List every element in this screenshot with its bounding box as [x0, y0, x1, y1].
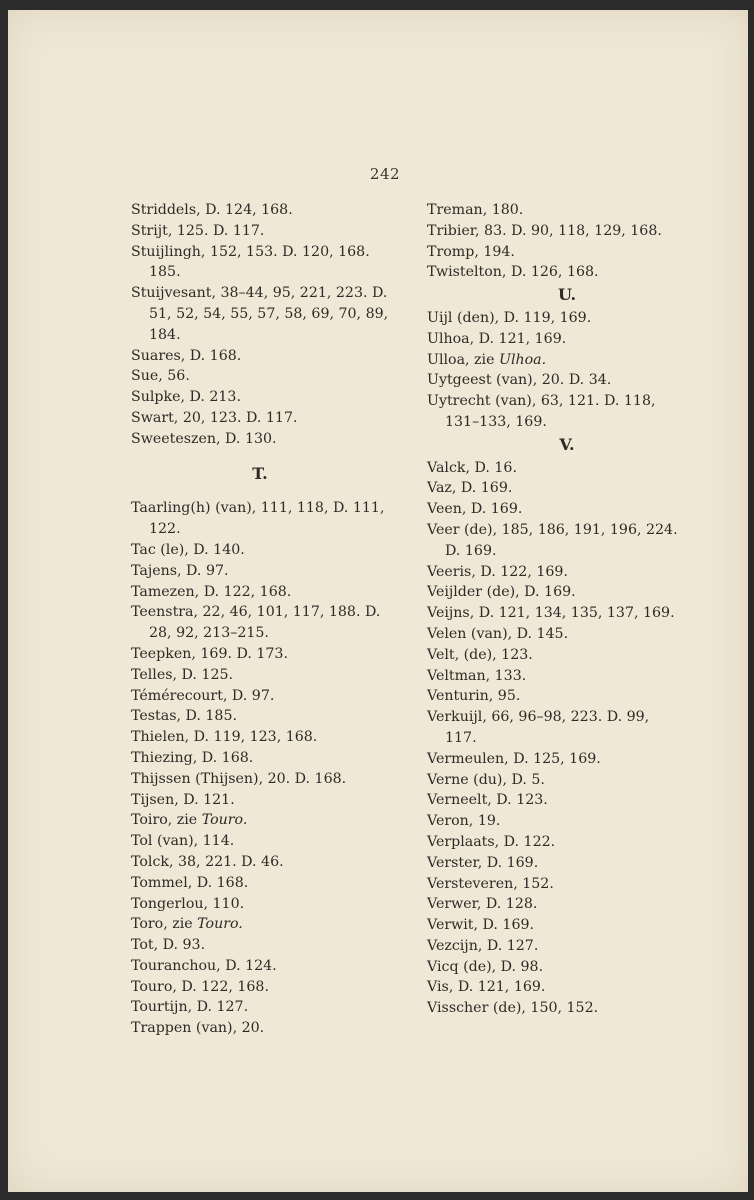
index-entry: Testas, D. 185.	[131, 708, 237, 725]
page	[8, 10, 748, 1192]
index-entry: Veer (de), 185, 186, 191, 196, 224. D. 169.	[427, 521, 678, 559]
index-entry: Thiezing, D. 168.	[131, 749, 254, 766]
index-entry: Teepken, 169. D. 173.	[131, 645, 288, 662]
index-entry: Tol (van), 114.	[131, 833, 235, 850]
index-entry: Tolck, 38, 221. D. 46.	[131, 853, 284, 870]
index-entry: Strijt, 125. D. 117.	[131, 222, 265, 239]
index-entry: Témérecourt, D. 97.	[131, 687, 275, 704]
index-entry: Tourtijn, D. 127.	[131, 999, 249, 1016]
index-entry: Tijsen, D. 121.	[131, 791, 235, 808]
index-column-right	[427, 200, 685, 1019]
index-entry: Touro, D. 122, 168.	[131, 978, 269, 995]
index-entry: Stuijlingh, 152, 153. D. 120, 168. 185.	[131, 243, 370, 281]
index-entry: Swart, 20, 123. D. 117.	[131, 409, 298, 426]
section-letter: U.	[557, 285, 577, 305]
index-entry: Touranchou, D. 124.	[131, 957, 277, 974]
index-entry: Verkuijl, 66, 96–98, 223. D. 99, 117.	[427, 709, 650, 746]
index-entry: Tongerlou, 110.	[131, 895, 245, 912]
index-entry: Tot, D. 93.	[131, 937, 206, 954]
index-entry: Taarling(h) (van), 111, 118, D. 111, 122.	[131, 500, 385, 538]
index-entry: Uytgeest (van), 20. D. 34.	[427, 372, 612, 389]
index-entry: Vezcijn, D. 127.	[427, 937, 539, 954]
index-entry: Uijl (den), D. 119, 169.	[427, 309, 592, 326]
index-entry: Verster, D. 169.	[427, 854, 539, 871]
entry-text: Toro, zie	[131, 916, 198, 933]
index-entry	[427, 350, 685, 371]
section-letter: T.	[252, 463, 268, 483]
index-entry: Verplaats, D. 122.	[427, 833, 556, 850]
index-entry	[131, 914, 389, 935]
section-letter: V.	[559, 434, 575, 454]
index-column-left	[131, 200, 389, 1039]
index-entry: Telles, D. 125.	[131, 666, 234, 683]
index-entry	[131, 810, 389, 831]
cross-reference: Touro.	[197, 916, 243, 933]
index-entry: Teenstra, 22, 46, 101, 117, 188. D. 28, 92, 213–215.	[131, 604, 381, 642]
index-entry: Twistelton, D. 126, 168.	[427, 264, 599, 281]
index-entry: Vermeulen, D. 125, 169.	[427, 750, 601, 767]
index-entry: Veijlder (de), D. 169.	[427, 584, 576, 601]
index-entry: Venturin, 95.	[427, 688, 521, 705]
index-entry: Verwit, D. 169.	[427, 917, 535, 934]
index-entry: Treman, 180.	[427, 202, 524, 218]
index-entry: Tajens, D. 97.	[131, 562, 229, 579]
index-entry: Veeris, D. 122, 169.	[427, 563, 568, 580]
index-entry: Verne (du), D. 5.	[427, 771, 545, 788]
index-entry: Tribier, 83. D. 90, 118, 129, 168.	[427, 222, 662, 239]
index-entry: Sweeteszen, D. 130.	[131, 430, 277, 447]
index-entry: Stuijvesant, 38–44, 95, 221, 223. D. 51, 52, 54, 55, 57, 58, 69, 70, 89, 184.	[131, 285, 389, 343]
cross-reference: Touro.	[201, 812, 248, 829]
entry-text: Toiro, zie	[131, 812, 202, 829]
index-entry: Ulhoa, D. 121, 169.	[427, 330, 567, 347]
index-entry: Tromp, 194.	[427, 243, 515, 260]
index-entry: Trappen (van), 20.	[131, 1020, 265, 1037]
index-entry: Veltman, 133.	[427, 667, 527, 684]
index-entry: Visscher (de), 150, 152.	[427, 1000, 599, 1017]
page-number: 242	[369, 165, 401, 183]
index-entry: Vis, D. 121, 169.	[427, 979, 546, 996]
entry-text: Ulloa, zie	[427, 351, 499, 368]
cross-reference: Ulhoa.	[498, 351, 547, 368]
index-entry: Thijssen (Thijsen), 20. D. 168.	[131, 770, 347, 787]
index-entry: Velen (van), D. 145.	[427, 625, 569, 642]
index-entry: Tamezen, D. 122, 168.	[131, 583, 292, 600]
index-entry: Vicq (de), D. 98.	[427, 958, 544, 975]
index-entry: Suares, D. 168.	[131, 347, 242, 364]
index-entry: Valck, D. 16.	[427, 459, 517, 476]
index-entry: Thielen, D. 119, 123, 168.	[131, 729, 318, 746]
index-entry: Verwer, D. 128.	[427, 896, 538, 913]
index-entry: Uytrecht (van), 63, 121. D. 118, 131–133, 169.	[427, 393, 656, 430]
index-entry: Veijns, D. 121, 134, 135, 137, 169.	[427, 605, 675, 622]
index-entry: Sulpke, D. 213.	[131, 389, 241, 406]
index-entry: Striddels, D. 124, 168.	[131, 202, 293, 218]
index-entry: Vaz, D. 169.	[427, 480, 513, 497]
index-entry: Veen, D. 169.	[427, 501, 523, 518]
index-entry: Veron, 19.	[427, 813, 501, 830]
index-entry: Versteveren, 152.	[427, 875, 554, 892]
index-entry: Velt, (de), 123.	[427, 646, 533, 663]
index-entry: Verneelt, D. 123.	[427, 792, 548, 809]
index-entry: Sue, 56.	[131, 368, 190, 385]
index-entry: Tac (le), D. 140.	[131, 541, 245, 558]
index-entry: Tommel, D. 168.	[131, 874, 249, 891]
